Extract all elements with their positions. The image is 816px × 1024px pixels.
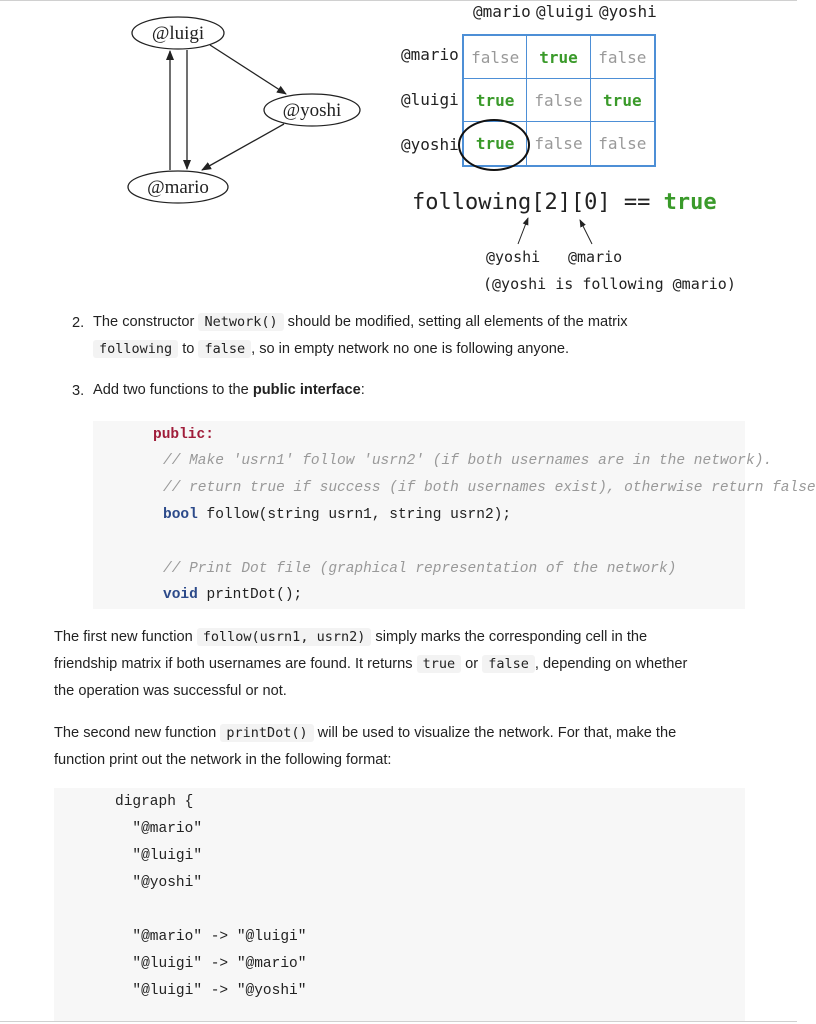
edge-yoshi-to-mario [202,124,284,170]
paragraph-printdot: The second new function printDot() will be used to visualize the network. For that, make the function print out the network in the following format: [54,725,677,768]
code-follow-call: follow(usrn1, usrn2) [197,628,372,646]
expression-lhs: following[2][0] == [412,190,651,215]
arrow-to-col-index [580,220,592,244]
code-network-ctor: Network() [198,313,283,331]
code-false-2: false [482,655,535,673]
code1-line-comment-2: // return true if success (if both usernames exist), otherwise return false [163,480,816,496]
follow-graph [0,0,380,215]
matrix-row-yoshi: @yoshi [401,135,459,154]
svg-text:@yoshi: @yoshi [282,100,342,121]
edge-luigi-to-yoshi [210,45,286,94]
code1-line-public: public: [153,427,214,443]
annotation-yoshi: @yoshi [486,248,541,266]
code2-line: "@luigi" -> "@mario" [115,956,307,972]
code-printdot-call: printDot() [220,724,313,742]
matrix-cell: false [591,36,654,79]
matrix-expression [412,190,717,215]
code-following: following [93,340,178,358]
matrix-cell: false [598,134,647,153]
matrix-cell: false [527,79,590,122]
matrix-col-yoshi: @yoshi [599,2,657,21]
matrix-cell: true [464,79,527,122]
item-2-text: The constructor Network() should be modified, setting all elements of the matrix following to false , so in empty network no one is following anyone. [93,314,628,357]
paragraph-follow: The first new function follow(usrn1, usrn2) simply marks the corresponding cell in the friendship matrix if both usernames are found. It returns true or false , depending on whether the operation was successful or not. [54,629,688,699]
item-3-bold: public interface [252,382,361,398]
code1-line-follow: bool follow(string usrn1, string usrn2); [163,507,512,523]
annotation-caption: (@yoshi is following @mario) [483,275,736,293]
svg-text:@luigi: @luigi [151,23,205,44]
code2-line: digraph { [115,794,194,810]
code-block-dot-format [54,788,745,1022]
code2-line: "@mario" -> "@luigi" [115,929,307,945]
svg-text:@mario: @mario [147,177,209,198]
code1-line-comment-3: // Print Dot file (graphical representation of the network) [163,561,677,577]
matrix-cell: true [527,36,590,79]
matrix-cell: false [527,122,590,165]
graph-node-luigi [132,17,224,49]
matrix-col-luigi: @luigi [536,2,594,21]
item-3-number: 3. [72,383,85,399]
code-false: false [198,340,251,358]
highlight-circle [458,119,530,171]
code-block-interface [93,421,816,609]
code2-line: "@mario" [115,821,203,837]
arrow-to-row-index [518,218,528,244]
matrix-cell: false [464,36,527,79]
expression-rhs: true [663,190,717,215]
matrix-cell: true [591,79,654,122]
graph-node-mario [128,171,228,203]
code2-line: "@yoshi" [115,875,203,891]
code1-line-printdot: void printDot(); [163,587,303,603]
matrix-col-mario: @mario [473,2,531,21]
item-2-number: 2. [72,315,85,331]
code1-line-comment-1: // Make 'usrn1' follow 'usrn2' (if both usernames are in the network). [163,453,773,469]
matrix-cell: true [464,122,527,165]
code-true: true [417,655,462,673]
code2-line: "@luigi" [115,848,203,864]
matrix-row-luigi: @luigi [401,90,459,109]
graph-node-yoshi [264,94,360,126]
matrix-row-mario: @mario [401,45,459,64]
annotation-mario: @mario [568,248,623,266]
item-3-text: Add two functions to the public interface: [93,382,365,398]
code2-line: "@luigi" -> "@yoshi" [115,983,307,999]
bottom-divider [0,1021,797,1022]
